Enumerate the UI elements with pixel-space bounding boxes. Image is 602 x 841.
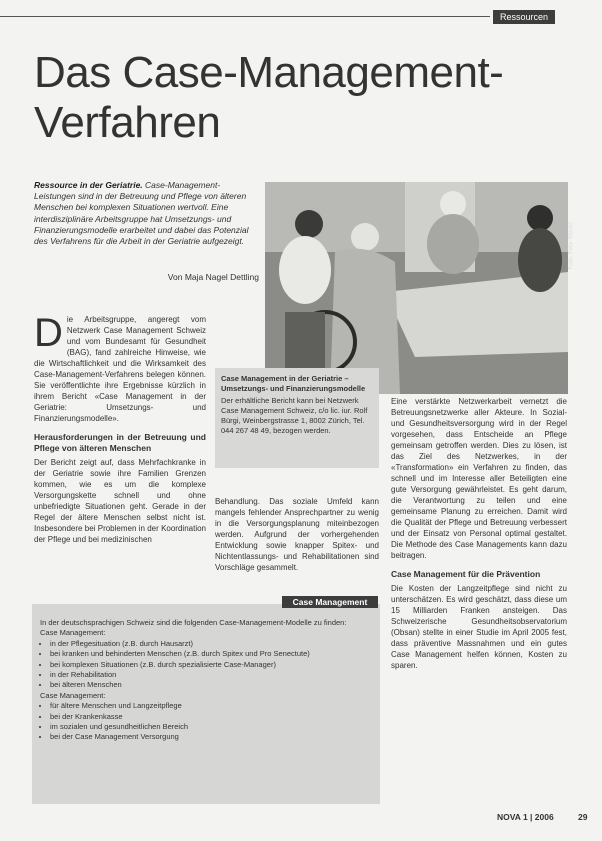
- list-item: • bei komplexen Situationen (z.B. durch spezialisierte Case-Manager): [50, 660, 372, 670]
- info-box-text: Der erhältliche Bericht kann bei Netzwerk Case Management Schweiz, c/o lic. iur. Rolf Bürgi, Weinbergstrasse 1, 8002 Zürich, Tel. 044 267 48 49, bezogen werden.: [221, 396, 368, 435]
- column-1: [34, 311, 206, 548]
- info-box: [215, 368, 379, 468]
- col1-heading-2: Herausforderungen in der Betreuung und Pflege von älteren Menschen: [34, 432, 206, 453]
- column-2: [215, 496, 379, 576]
- lead-strong: Ressource in der Geriatrie.: [34, 180, 143, 190]
- list-item: • bei der Krankenkasse: [50, 712, 372, 722]
- list-item: • bei der Case Management Versorgung: [50, 732, 372, 742]
- case-management-box: [32, 604, 380, 804]
- lead-text: Case-Management-Leistungen sind in der Betreuung und Pflege von älteren Menschen bei komplexen Situationen wertvoll. Eine interdisziplinäre Arbeitsgruppe hat Umsetzungs- und Finanzierungsmodelle erarbeitet und dabei das Potenzial des Verfahrens für die Arbeit in der Geriatrie aufgezeigt.: [34, 180, 249, 247]
- col3-heading-2: Case Management für die Prävention: [391, 569, 541, 579]
- cm-group1-list: [40, 639, 372, 691]
- col1-paragraph-1: ie Arbeitsgruppe, angeregt vom Netzwerk Case Management Schweiz und vom Bundesamt für Gesundheit (BAG), fand zahlreiche Hinweise, wie die Wirtschaftlichkeit und die Wirksamkeit des Case-Management-Verfahrens belegen können. Sie veröffentlichte ihre Ergebnisse kürzlich in ihrem Bericht «Case Management in der Geriatrie: Umsetzungs- und Finanzierungsmodelle».: [34, 315, 206, 423]
- list-item: • in der Pflegesituation (z.B. durch Hausarzt): [50, 639, 372, 649]
- section-tag: Ressourcen: [493, 10, 555, 24]
- cm-group1-label: Case Management:: [40, 628, 106, 638]
- list-item: • für ältere Menschen und Langzeitpflege: [50, 701, 372, 711]
- cm-intro: In der deutschsprachigen Schweiz sind die folgenden Case-Management-Modelle zu finden:: [40, 618, 347, 627]
- page-number: 29: [578, 812, 588, 822]
- info-box-title: Case Management in der Geriatrie – Umsetzungs- und Finanzierungsmodelle: [221, 374, 366, 393]
- author-byline: Von Maja Nagel Dettling: [167, 272, 259, 282]
- list-item: • im sozialen und gesundheitlichen Bereich: [50, 722, 372, 732]
- footer-publication: NOVA 1 | 2006: [497, 812, 554, 822]
- col3-paragraph-2: Die Kosten der Langzeitpflege sind nicht zu unterschätzen. Es wird geschätzt, dass diese um 15 Milliarden Franken ansteigen. Das Schweizerische Gesundheitsobservatorium (Obsan) stellte in einer Studie im April 2005 fest, dass präventive Massnahmen und ein gutes Case Management helfen können, Kosten zu sparen.: [391, 584, 567, 670]
- photo-credit: Foto: Felix Stöckli: [568, 222, 574, 270]
- list-item: • in der Rehabilitation: [50, 670, 372, 680]
- article-title: Das Case-Management-Verfahren: [34, 48, 504, 147]
- photo-illustration: [265, 182, 568, 394]
- case-management-tag: Case Management: [282, 596, 378, 608]
- top-rule: [0, 16, 490, 17]
- col2-paragraph-1: Behandlung. Das soziale Umfeld kann mangels fehlender Ansprechpartner zu wenig in die Versorgungsplanung miteinbezogen werden. Aufgrund der vorhergehenden Entwicklung sowie knapper Spitex- und Nichtentlassungs- und Rehabilitationen sind Vorschläge gesammelt.: [215, 497, 379, 572]
- cm-group2-label: Case Management:: [40, 690, 106, 700]
- col1-paragraph-2: Der Bericht zeigt auf, dass Mehrfachkranke in der Geriatrie sowie ihre Familien Grenzen kommen, wie es um die komplexe Versorgungskette schnell und ohne unbefriedigte Situationen geht. Gerade in der Regel der ältere Menschen selbst nicht ist. Insbesondere bei Problemen in der Koordination der Pflege und bei medizinischen: [34, 458, 206, 544]
- list-item: • bei kranken und behinderten Menschen (z.B. durch Spitex und Pro Senectute): [50, 649, 372, 659]
- drop-cap: D: [34, 311, 63, 355]
- lead-paragraph: [34, 180, 259, 247]
- col3-paragraph-1: Eine verstärkte Netzwerkarbeit vernetzt die Betreuungsnetzwerke aller Akteure. In Sozial- und Gesundheitsversorgung wird in der Regel vorgesehen, dass Entscheide an Pflege gemeinsam getroffen werden. Dies zu lösen, ist das Ziel des Netzwerkes, in der «Transformation» ein Verfahren zu finden, das schnell und im Interesse aller Beteiligten eine gute Versorgung gewährleistet. Es geht darum, die Verantwortung zu teilen und eine gemeinsame Planung zu erreichen. Damit wird die Qualität der Pflege und Betreuung verbessert und der Einsatz von Personal optimal gestaltet. Die Methode des Case Managements kann dazu beitragen.: [391, 397, 567, 560]
- column-3: [391, 396, 567, 674]
- cm-group2-list: [40, 701, 372, 743]
- list-item: • bei älteren Menschen: [50, 680, 372, 690]
- article-photo: [265, 182, 574, 394]
